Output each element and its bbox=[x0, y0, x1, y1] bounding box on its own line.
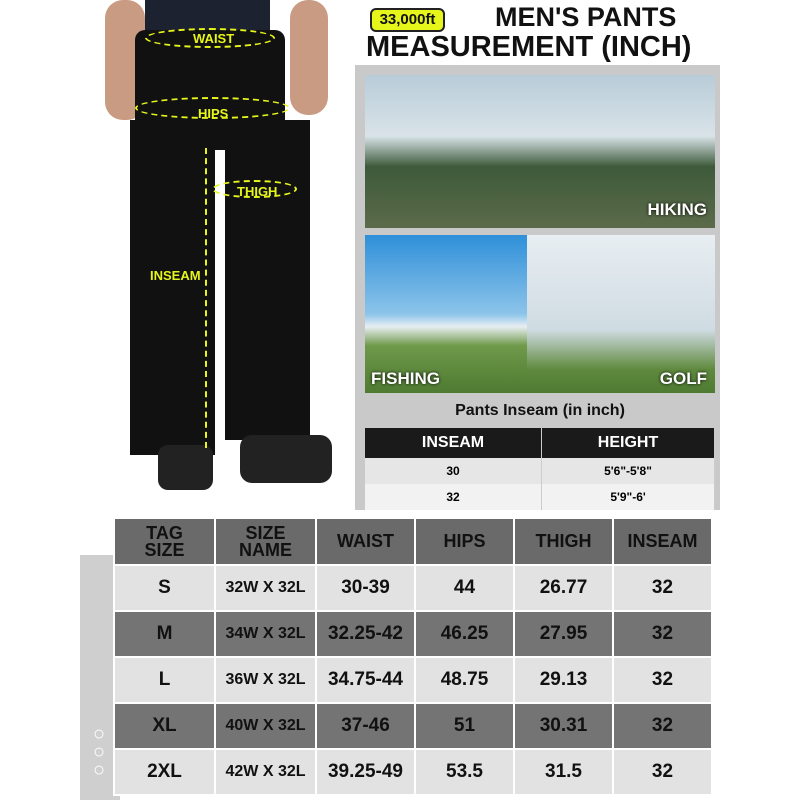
size-header-waist: WAIST bbox=[316, 518, 415, 565]
size-name-cell: 42W X 32L bbox=[215, 749, 316, 795]
tag-size-cell: S bbox=[114, 565, 215, 611]
waist-cell: 39.25-49 bbox=[316, 749, 415, 795]
inseam-table bbox=[365, 428, 715, 510]
fishing-photo bbox=[365, 235, 535, 393]
size-header-size-name: SIZE NAME bbox=[215, 518, 316, 565]
inseam-row bbox=[365, 458, 715, 484]
tag-size-cell: L bbox=[114, 657, 215, 703]
left-shoe bbox=[158, 445, 213, 490]
hips-cell: 48.75 bbox=[415, 657, 514, 703]
inseam-header-height: HEIGHT bbox=[542, 428, 715, 458]
pants-right-leg bbox=[225, 120, 310, 440]
inseam-cell: 32 bbox=[613, 565, 712, 611]
tag-size-cell: 2XL bbox=[114, 749, 215, 795]
size-header-hips: HIPS bbox=[415, 518, 514, 565]
hips-cell: 46.25 bbox=[415, 611, 514, 657]
right-shoe bbox=[240, 435, 332, 483]
inseam-marker bbox=[205, 148, 207, 448]
size-chart-table bbox=[113, 517, 713, 796]
tag-size-cell: M bbox=[114, 611, 215, 657]
inseam-row bbox=[365, 484, 715, 510]
inseam-label: INSEAM bbox=[150, 268, 201, 283]
size-row bbox=[114, 611, 712, 657]
waist-cell: 37-46 bbox=[316, 703, 415, 749]
thigh-cell: 31.5 bbox=[514, 749, 613, 795]
golf-photo bbox=[527, 235, 715, 393]
size-name-cell: 32W X 32L bbox=[215, 565, 316, 611]
inseam-cell: 32 bbox=[613, 703, 712, 749]
size-row bbox=[114, 703, 712, 749]
size-row bbox=[114, 565, 712, 611]
thigh-cell: 27.95 bbox=[514, 611, 613, 657]
inseam-header-inseam: INSEAM bbox=[365, 428, 542, 458]
hiking-caption: HIKING bbox=[647, 200, 707, 219]
size-name-cell: 34W X 32L bbox=[215, 611, 316, 657]
pants-model-image bbox=[0, 0, 355, 510]
waist-label: WAIST bbox=[193, 31, 235, 46]
brand-logo: 33,000ft bbox=[370, 8, 445, 32]
waist-cell: 32.25-42 bbox=[316, 611, 415, 657]
height-cell: 5'6"-5'8" bbox=[542, 458, 715, 484]
inseam-cell: 32 bbox=[613, 749, 712, 795]
thigh-cell: 26.77 bbox=[514, 565, 613, 611]
right-arm bbox=[290, 0, 328, 115]
hips-cell: 51 bbox=[415, 703, 514, 749]
inseam-cell: 32 bbox=[365, 484, 542, 510]
inseam-cell: 32 bbox=[613, 657, 712, 703]
inseam-header-row bbox=[365, 428, 715, 458]
chain-logo-icon: ○ ○ ○ bbox=[92, 723, 106, 781]
thigh-label: THIGH bbox=[237, 184, 278, 199]
golf-caption: GOLF bbox=[659, 369, 707, 388]
hips-cell: 44 bbox=[415, 565, 514, 611]
height-cell: 5'9"-6' bbox=[542, 484, 715, 510]
size-row bbox=[114, 749, 712, 795]
size-row bbox=[114, 657, 712, 703]
hips-cell: 53.5 bbox=[415, 749, 514, 795]
thigh-cell: 30.31 bbox=[514, 703, 613, 749]
inseam-cell: 32 bbox=[613, 611, 712, 657]
waist-cell: 34.75-44 bbox=[316, 657, 415, 703]
page-title-line1: MEN'S PANTS bbox=[495, 2, 677, 32]
pants-left-leg bbox=[130, 120, 215, 455]
size-header-inseam: INSEAM bbox=[613, 518, 712, 565]
page-title-line2: MEASUREMENT (INCH) bbox=[366, 31, 692, 63]
fishing-caption: FISHING bbox=[371, 369, 440, 388]
hiking-photo bbox=[365, 75, 715, 228]
size-name-cell: 40W X 32L bbox=[215, 703, 316, 749]
inseam-table-title: Pants Inseam (in inch) bbox=[455, 402, 625, 419]
size-header-row bbox=[114, 518, 712, 565]
inseam-cell: 30 bbox=[365, 458, 542, 484]
hips-label: HIPS bbox=[198, 106, 229, 121]
size-name-cell: 36W X 32L bbox=[215, 657, 316, 703]
size-header-tag-size: TAG SIZE bbox=[114, 518, 215, 565]
size-header-thigh: THIGH bbox=[514, 518, 613, 565]
waist-cell: 30-39 bbox=[316, 565, 415, 611]
tag-size-cell: XL bbox=[114, 703, 215, 749]
thigh-cell: 29.13 bbox=[514, 657, 613, 703]
